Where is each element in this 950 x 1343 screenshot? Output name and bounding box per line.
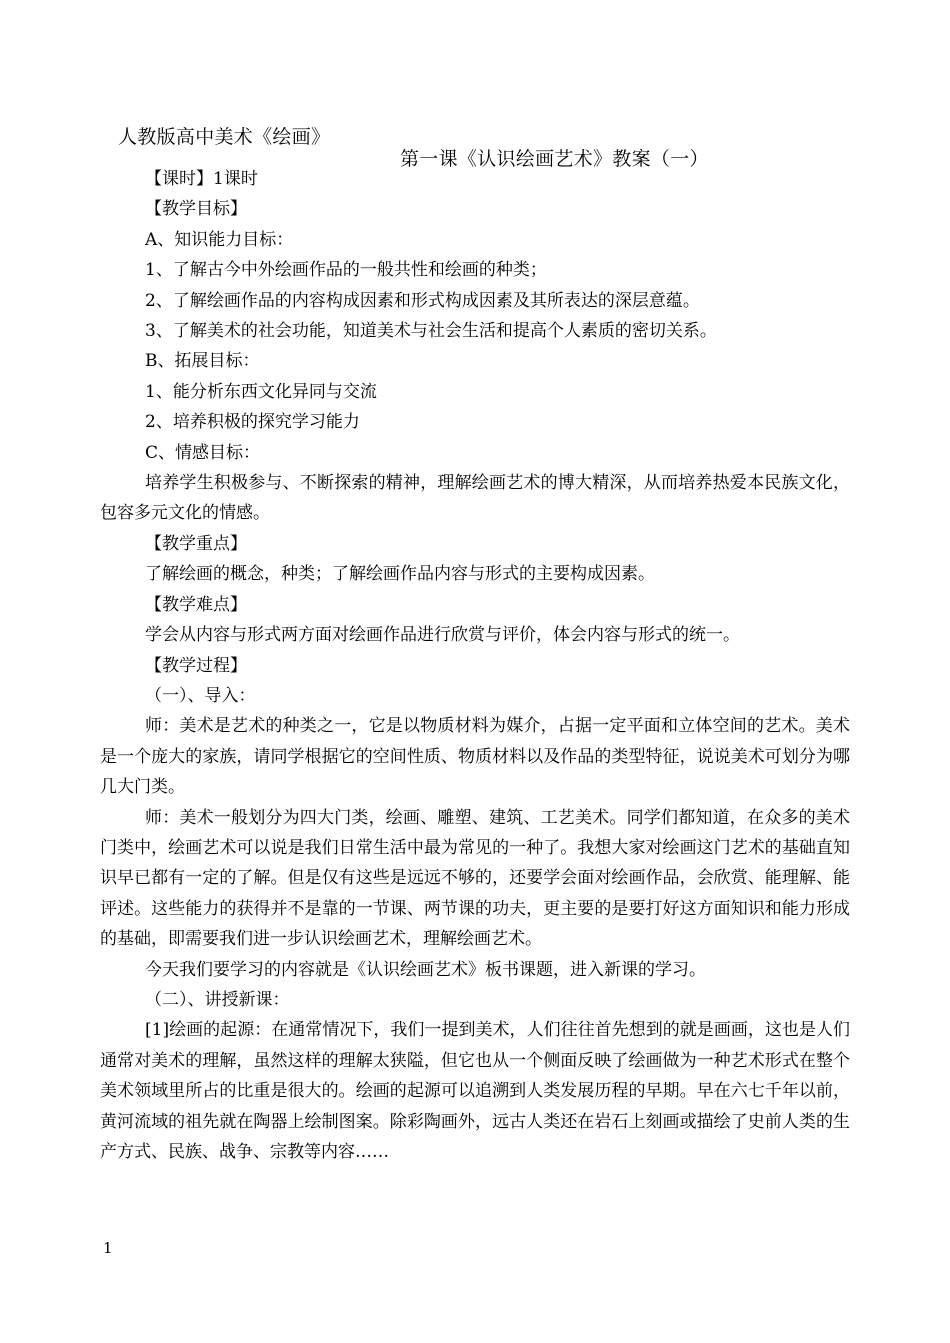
paragraph: 学会从内容与形式两方面对绘画作品进行欣赏与评价，体会内容与形式的统一。: [145, 625, 740, 646]
title-part-2: 第一课《认识绘画艺术》教案（一）: [400, 148, 709, 170]
paragraph: 3、了解美术的社会功能，知道美术与社会生活和提高个人素质的密切关系。: [145, 321, 717, 342]
paragraph: 【教学重点】: [145, 533, 247, 554]
paragraph: （一）、导入：: [145, 685, 256, 706]
paragraph: 师：美术是艺术的种类之一，它是以物质材料为媒介，占据一定平面和立体空间的艺术。美术是一个庞大的家族，请同学根据它的空间性质、物质材料以及作品的类型特征，说说美术可划分为哪几大门类。: [100, 716, 850, 798]
title-part-1: 人教版高中美术《绘画》: [118, 126, 331, 148]
document-body: [100, 164, 850, 1167]
paragraph: 2、了解绘画作品的内容构成因素和形式构成因素及其所表达的深层意蕴。: [145, 290, 700, 311]
page-number: 1: [103, 1239, 113, 1257]
paragraph: B、拓展目标：: [145, 351, 260, 372]
paragraph: 【教学难点】: [145, 594, 247, 615]
paragraph: （二）、讲授新课：: [145, 989, 290, 1010]
paragraph: 【教学过程】: [145, 655, 247, 676]
paragraph: 【课时】1课时: [145, 169, 258, 189]
paragraph: 【教学目标】: [145, 199, 247, 220]
paragraph: 了解绘画的概念，种类；了解绘画作品内容与形式的主要构成因素。: [145, 564, 655, 585]
paragraph: C、情感目标：: [145, 442, 261, 463]
paragraph: [1]绘画的起源：在通常情况下，我们一提到美术，人们往往首先想到的就是画画，这也是人们通常对美术的理解，虽然这样的理解太狭隘，但它也从一个侧面反映了绘画做为一种艺术形式在整个美术领域里所占的比重是很大的。绘画的起源可以追溯到人类发展历程的早期。早在六七千年以前，黄河流域的祖先就在陶器上绘制图案。除彩陶画外，远古人类还在岩石上刻画或描绘了史前人类的生产方式、民族、战争、宗教等内容……: [100, 1020, 850, 1162]
paragraph: A、知识能力目标：: [145, 229, 294, 250]
paragraph: 师：美术一般划分为四大门类，绘画、雕塑、建筑、工艺美术。同学们都知道，在众多的美术门类中，绘画艺术可以说是我们日常生活中最为常见的一种了。我想大家对绘画这门艺术的基础直知识早已都有一定的了解。但是仅有这些是远远不够的，还要学会面对绘画作品，会欣赏、能理解、能评述。这些能力的获得并不是靠的一节课、两节课的功夫，更主要的是要打好这方面知识和能力形成的基础，即需要我们进一步认识绘画艺术，理解绘画艺术。: [100, 807, 850, 950]
paragraph: 1、了解古今中外绘画作品的一般共性和绘画的种类；: [145, 260, 547, 281]
paragraph: 培养学生积极参与、不断探索的精神，理解绘画艺术的博大精深，从而培养热爱本民族文化，包容多元文化的情感。: [100, 473, 850, 524]
paragraph: 2、培养积极的探究学习能力: [145, 412, 360, 433]
paragraph: 今天我们要学习的内容就是《认识绘画艺术》板书课题，进入新课的学习。: [145, 959, 706, 980]
paragraph: 1、能分析东西文化异同与交流: [145, 381, 377, 402]
